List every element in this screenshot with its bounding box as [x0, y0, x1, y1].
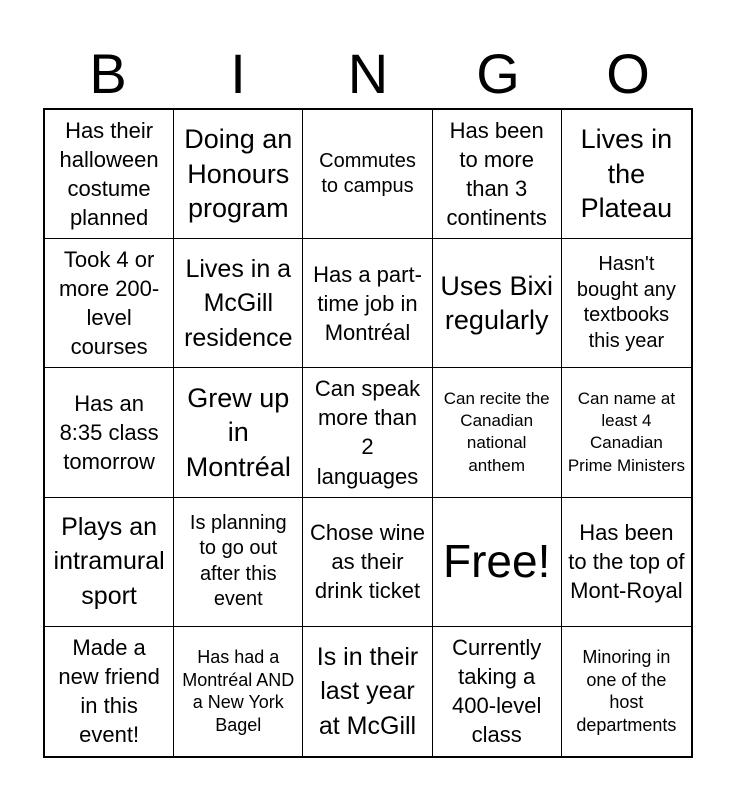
cell-text: Can recite the Canadian national anthem — [443, 389, 550, 475]
bingo-cell[interactable] — [174, 498, 303, 627]
bingo-cell[interactable] — [45, 498, 174, 627]
cell-text: Took 4 or more 200-level courses — [58, 247, 160, 360]
bingo-cell[interactable] — [45, 368, 174, 497]
cell-text: Is planning to go out after this event — [189, 511, 287, 611]
bingo-cell[interactable] — [303, 239, 432, 368]
cell-text: Grew up in Montréal — [185, 382, 291, 482]
bingo-cell[interactable] — [562, 368, 691, 497]
cell-text: Commutes to campus — [319, 149, 416, 198]
bingo-cell[interactable] — [303, 368, 432, 497]
cell-text: Lives in the Plateau — [580, 124, 673, 224]
cell-text: Has a part-time job in Montréal — [313, 261, 422, 345]
cell-text: Chose wine as their drink ticket — [310, 520, 425, 604]
cell-text: Has been to more than 3 continents — [446, 118, 547, 231]
free-space-text: Free! — [443, 535, 551, 588]
cell-text: Can name at least 4 Canadian Prime Ministers — [567, 389, 685, 475]
free-space-cell[interactable] — [433, 498, 562, 627]
bingo-cell[interactable] — [433, 368, 562, 497]
bingo-cell[interactable] — [45, 627, 174, 756]
bingo-cell[interactable] — [562, 239, 691, 368]
bingo-cell[interactable] — [174, 110, 303, 239]
bingo-cell[interactable] — [562, 627, 691, 756]
header-letter-g: G — [476, 42, 520, 105]
bingo-cell[interactable] — [174, 239, 303, 368]
cell-text: Is in their last year at McGill — [316, 642, 419, 740]
cell-text: Plays an intramural sport — [53, 512, 165, 610]
bingo-cell[interactable] — [562, 498, 691, 627]
cell-text: Hasn't bought any textbooks this year — [576, 253, 676, 352]
bingo-cell[interactable] — [45, 239, 174, 368]
cell-text: Currently taking a 400-level class — [452, 635, 542, 748]
cell-text: Uses Bixi regularly — [440, 270, 553, 336]
bingo-cell[interactable] — [433, 627, 562, 756]
bingo-cell[interactable] — [303, 627, 432, 756]
bingo-grid — [43, 108, 693, 758]
header-letter-i: I — [230, 42, 246, 105]
header-letter-b: B — [89, 42, 127, 105]
cell-text: Minoring in one of the host departments — [576, 646, 677, 736]
cell-text: Has an 8:35 class tomorrow — [59, 390, 159, 474]
cell-text: Has been to the top of Mont-Royal — [568, 520, 685, 604]
bingo-cell[interactable] — [45, 110, 174, 239]
bingo-cell[interactable] — [174, 627, 303, 756]
cell-text: Lives in a McGill residence — [184, 254, 293, 352]
cell-text: Can speak more than 2 languages — [314, 376, 421, 489]
cell-text: Has had a Montréal AND a New York Bagel — [182, 646, 295, 736]
bingo-cell[interactable] — [433, 110, 562, 239]
cell-text: Made a new friend in this event! — [58, 635, 160, 748]
header-letter-o: O — [606, 42, 650, 105]
cell-text: Has their halloween costume planned — [59, 118, 159, 231]
bingo-cell[interactable] — [433, 239, 562, 368]
bingo-cell[interactable] — [303, 110, 432, 239]
bingo-cell[interactable] — [562, 110, 691, 239]
bingo-header — [43, 40, 693, 108]
header-letter-n: N — [347, 42, 389, 105]
cell-text: Doing an Honours program — [184, 124, 293, 224]
bingo-cell[interactable] — [174, 368, 303, 497]
bingo-cell[interactable] — [303, 498, 432, 627]
